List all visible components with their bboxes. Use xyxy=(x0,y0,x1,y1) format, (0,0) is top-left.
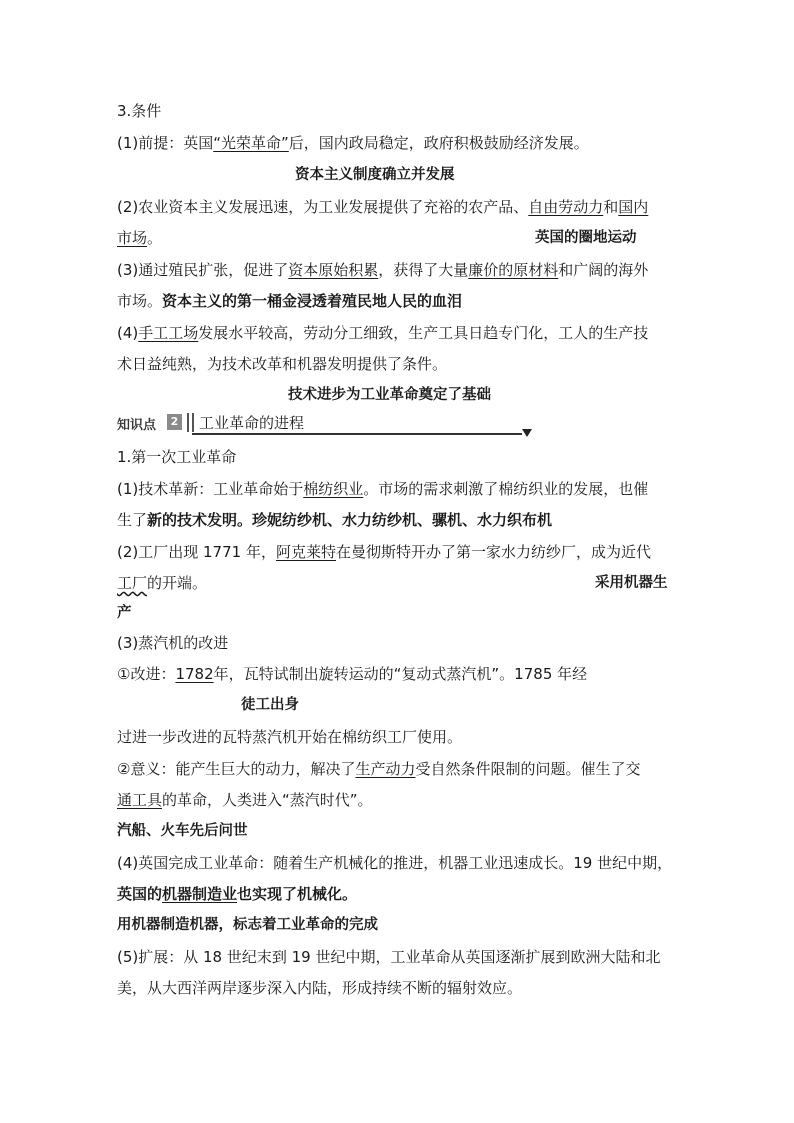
underlined-term-cotton-textile: 棉纺织业 xyxy=(303,480,364,498)
annotation-capitalist-system: 资本主义制度确立并发展 xyxy=(295,167,455,183)
text-run: 受自然条件限制的问题。催生了交 xyxy=(415,760,641,778)
underlined-term-transport: 通工具 xyxy=(117,791,163,809)
progress-1-line xyxy=(117,479,648,499)
condition-2-line-cont xyxy=(117,228,162,248)
divider xyxy=(192,413,194,432)
text-run: 英国的 xyxy=(117,885,163,903)
text-run: ①改进： xyxy=(117,665,176,683)
text-run: 在曼彻斯特开办了第一家水力纺纱厂，成为近代 xyxy=(335,543,651,561)
text-run: (2)工厂出现 1771 年， xyxy=(117,543,276,561)
underlined-term-cheap-raw-materials: 廉价的原材料 xyxy=(468,261,559,279)
text-run: 也实现了机械化。 xyxy=(237,885,358,903)
annotation-machines: 。珍妮纺纱机、水力纺纱机、骡机、水力织布机 xyxy=(237,511,553,529)
condition-3-line-cont xyxy=(117,291,462,311)
progress-3-meaning-line-cont xyxy=(117,790,373,810)
knowledge-point-title: 工业革命的进程 xyxy=(199,414,305,432)
text-run: 和 xyxy=(603,198,619,216)
knowledge-point-label: 知识点 xyxy=(117,418,157,433)
condition-2-line xyxy=(117,197,648,217)
underlined-term-workshop: 手工工场 xyxy=(138,324,199,342)
text-run: (1)前提：英国 xyxy=(117,134,214,152)
underlined-term-market: 市场 xyxy=(117,229,148,247)
annotation-completion: 用机器制造机器，标志着工业革命的完成 xyxy=(117,917,378,933)
section-1-heading: 1.第一次工业革命 xyxy=(117,448,237,466)
text-run: 和广阔的海外 xyxy=(558,261,649,279)
underlined-term-machine-building: 机器制造业 xyxy=(162,885,238,903)
text-run: 。市场的需求刺激了棉纺织业的发展，也催 xyxy=(363,480,649,498)
divider xyxy=(187,413,189,432)
annotation-apprentice: 徒工出身 xyxy=(241,697,299,713)
annotation-machine-production: 采用机器生 xyxy=(595,575,668,591)
text-run: 。 xyxy=(147,229,163,247)
text-run: 后，国内政局稳定，政府积极鼓励经济发展。 xyxy=(288,134,589,152)
progress-3-heading: (3)蒸汽机的改进 xyxy=(117,634,229,652)
underlined-term-glorious-revolution: “光荣革命” xyxy=(213,134,289,152)
annotation-new-inventions: 新的技术发明 xyxy=(147,511,238,529)
condition-3-line xyxy=(117,260,648,280)
wavy-term-factory: 工厂 xyxy=(117,574,148,592)
progress-3-improve-line xyxy=(117,664,587,684)
text-run: 市场。 xyxy=(117,292,163,310)
text-run: 年，瓦特试制出旋转运动的“复动式蒸汽机”。1785 年经 xyxy=(213,665,588,683)
progress-4-line-cont xyxy=(117,884,357,904)
annotation-machine-production-cont: 产 xyxy=(117,605,132,621)
triangle-down-icon xyxy=(522,429,532,437)
header-underline xyxy=(192,433,522,435)
condition-4-line xyxy=(117,323,648,343)
text-run: (3)通过殖民扩张，促进了 xyxy=(117,261,289,279)
progress-1-line-cont xyxy=(117,510,552,530)
knowledge-point-header xyxy=(117,412,532,436)
text-run: (2)农业资本主义发展迅速，为工业发展提供了充裕的农产品、 xyxy=(117,198,529,216)
progress-5-line: (5)扩展：从 18 世纪末到 19 世纪中期，工业革命从英国逐渐扩展到欧洲大陆和北 xyxy=(117,948,661,966)
text-run: 的开端。 xyxy=(147,574,208,592)
underlined-term-1782: 1782 xyxy=(175,665,214,683)
progress-2-line xyxy=(117,542,651,562)
underlined-term-domestic: 国内 xyxy=(618,198,649,216)
progress-3-meaning-line xyxy=(117,759,640,779)
section-3-heading: 3.条件 xyxy=(117,102,162,120)
text-run: ②意义：能产生巨大的动力，解决了 xyxy=(117,760,356,778)
condition-4-line-cont: 术日益纯熟，为技术改革和机器发明提供了条件。 xyxy=(117,355,448,373)
text-run: ，获得了大量 xyxy=(378,261,469,279)
text-run: (1)技术革新：工业革命始于 xyxy=(117,480,304,498)
underlined-term-power: 生产动力 xyxy=(355,760,416,778)
progress-5-line-cont: 美，从大西洋两岸逐步深入内陆，形成持续不断的辐射效应。 xyxy=(117,979,523,997)
underlined-term-arkwright: 阿克莱特 xyxy=(275,543,336,561)
annotation-enclosure: 英国的圈地运动 xyxy=(535,230,637,246)
text-run: 的革命，人类进入“蒸汽时代”。 xyxy=(162,791,373,809)
progress-4-line: (4)英国完成工业革命：随着生产机械化的推进，机器工业迅速成长。19 世纪中期， xyxy=(117,854,673,872)
annotation-colonial-blood: 资本主义的第一桶金浸透着殖民地人民的血泪 xyxy=(162,292,463,310)
progress-2-line-cont xyxy=(117,573,207,593)
annotation-tech-progress: 技术进步为工业革命奠定了基础 xyxy=(288,387,491,403)
underlined-term-primitive-accumulation: 资本原始积累 xyxy=(288,261,379,279)
text-run: 发展水平较高，劳动分工细致，生产工具日趋专门化，工人的生产技 xyxy=(198,324,649,342)
underlined-term-free-labor: 自由劳动力 xyxy=(528,198,604,216)
progress-3-improve-line-cont: 过进一步改进的瓦特蒸汽机开始在棉纺织工厂使用。 xyxy=(117,728,463,746)
text-run: (4) xyxy=(117,324,139,342)
annotation-steamship-train: 汽船、火车先后问世 xyxy=(117,823,248,839)
text-run: 生了 xyxy=(117,511,148,529)
knowledge-point-number-badge: 2 xyxy=(167,414,182,430)
condition-1-line xyxy=(117,133,589,153)
